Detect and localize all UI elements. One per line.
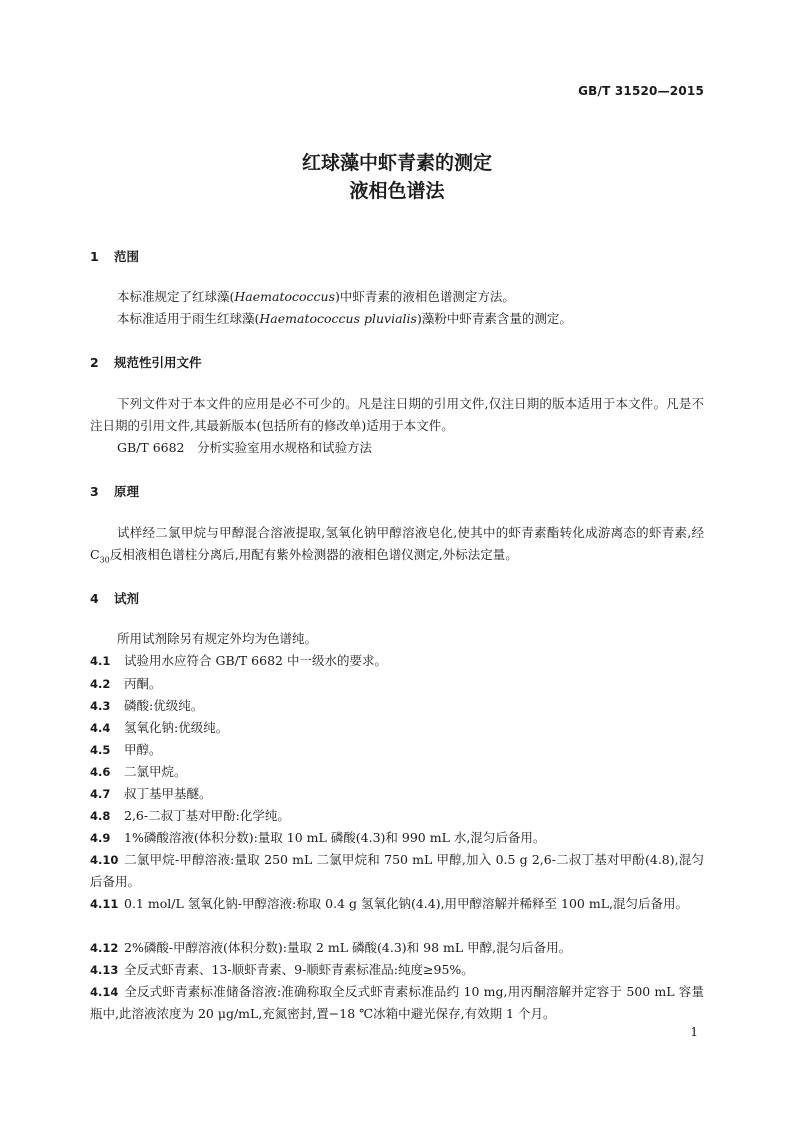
section-title: 范围: [114, 249, 140, 264]
section-number: 2: [90, 355, 99, 370]
item-text: 丙酮。: [124, 676, 162, 691]
item-number: 4.1: [90, 654, 111, 668]
section-heading-principle: [90, 483, 139, 501]
item-number: 4.7: [90, 787, 111, 801]
scope-paragraph-1: [90, 286, 704, 308]
reagent-item: [90, 761, 704, 783]
item-text: 全反式虾青素标准储备溶液:准确称取全反式虾青素标准品约 10 mg,用丙酮溶解并定容于 500 mL 容量瓶中,此溶液浓度为 20 μg/mL,充氮密封,置−18 ℃冰箱中避光保存,有效期 1 个月。: [90, 984, 704, 1021]
document-subtitle: 液相色谱法: [349, 180, 445, 202]
item-number: 4.14: [90, 985, 119, 999]
item-text: 0.1 mol/L 氢氧化钠-甲醇溶液:称取 0.4 g 氢氧化钠(4.4),用甲醇溶解并稀释至 100 mL,混匀后备用。: [124, 896, 688, 911]
reagent-item: [90, 893, 704, 915]
text-run: 本标准规定了红球藻(: [117, 289, 235, 304]
standard-code: GB/T 31520—2015: [578, 84, 704, 98]
reagent-item: [90, 849, 704, 893]
item-text: 甲醇。: [124, 742, 162, 757]
item-text: 磷酸:优级纯。: [124, 698, 204, 713]
text-run: 反相液相色谱柱分离后,用配有紫外检测器的液相色谱仪测定,外标法定量。: [109, 547, 518, 562]
normative-reference: GB/T 6682 分析实验室用水规格和试验方法: [117, 440, 373, 455]
item-number: 4.5: [90, 743, 111, 757]
item-number: 4.8: [90, 809, 111, 823]
item-text: 全反式虾青素、13-顺虾青素、9-顺虾青素标准品:纯度≥95%。: [124, 962, 474, 977]
section-heading-reagents: [90, 590, 139, 608]
section-title: 规范性引用文件: [114, 355, 202, 370]
section-heading-scope: [90, 248, 139, 266]
item-number: 4.9: [90, 831, 111, 845]
page-number: 1: [690, 1025, 698, 1039]
item-text: 2%磷酸-甲醇溶液(体积分数):量取 2 mL 磷酸(4.3)和 98 mL 甲醇,混匀后备用。: [124, 940, 572, 955]
item-number: 4.3: [90, 699, 111, 713]
text-run: )藻粉中虾青素含量的测定。: [416, 311, 572, 326]
reagent-item: [90, 717, 704, 739]
item-text: 试验用水应符合 GB/T 6682 中一级水的要求。: [124, 653, 387, 668]
principle-paragraph: [90, 522, 704, 572]
text-run: 试样经二氯甲烷与甲醇混合溶液提取,氢氧化钠甲醇溶液皂化,使其中的虾青素酯转化成游离态的虾青素,经 C: [90, 525, 704, 562]
item-number: 4.12: [90, 941, 119, 955]
reagent-item: [90, 650, 704, 672]
item-number: 4.11: [90, 897, 119, 911]
section-title: 试剂: [114, 591, 140, 606]
reagent-item: [90, 959, 704, 981]
item-text: 二氯甲烷-甲醇溶液:量取 250 mL 二氯甲烷和 750 mL 甲醇,加入 0.5 g 2,6-二叔丁基对甲酚(4.8),混匀后备用。: [90, 852, 704, 889]
reagents-intro: 所用试剂除另有规定外均为色谱纯。: [117, 631, 318, 646]
reagent-item: [90, 695, 704, 717]
item-text: 2,6-二叔丁基对甲酚:化学纯。: [124, 808, 290, 823]
reagent-item: [90, 805, 704, 827]
reagent-item: [90, 937, 704, 959]
item-number: 4.6: [90, 765, 111, 779]
normative-paragraph: 下列文件对于本文件的应用是必不可少的。凡是注日期的引用文件,仅注日期的版本适用于本文件。凡是不注日期的引用文件,其最新版本(包括所有的修改单)适用于本文件。: [90, 396, 704, 433]
reagent-item: [90, 981, 704, 1025]
reagent-item: [90, 673, 704, 695]
section-number: 3: [90, 484, 99, 499]
section-number: 1: [90, 249, 99, 264]
section-heading-normative: [90, 354, 202, 372]
item-text: 二氯甲烷。: [124, 764, 187, 779]
section-title: 原理: [114, 484, 140, 499]
species-name: Haematococcus pluvialis: [259, 311, 417, 326]
reagent-item: [90, 783, 704, 805]
text-run: 本标准适用于雨生红球藻(: [117, 311, 260, 326]
item-number: 4.2: [90, 677, 111, 691]
item-text: 氢氧化钠:优级纯。: [124, 720, 229, 735]
item-number: 4.13: [90, 963, 119, 977]
item-number: 4.10: [90, 853, 119, 867]
section-number: 4: [90, 591, 99, 606]
scope-paragraph-2: [90, 308, 704, 330]
reagent-item: [90, 827, 704, 849]
text-run: )中虾青素的液相色谱测定方法。: [335, 289, 515, 304]
item-text: 叔丁基甲基醚。: [124, 786, 212, 801]
item-number: 4.4: [90, 721, 111, 735]
item-text: 1%磷酸溶液(体积分数):量取 10 mL 磷酸(4.3)和 990 mL 水,混匀后备用。: [124, 830, 546, 845]
genus-name: Haematococcus: [234, 289, 335, 304]
document-title: 红球藻中虾青素的测定: [301, 152, 492, 174]
reagent-item: [90, 739, 704, 761]
subscript: 30: [99, 555, 110, 565]
